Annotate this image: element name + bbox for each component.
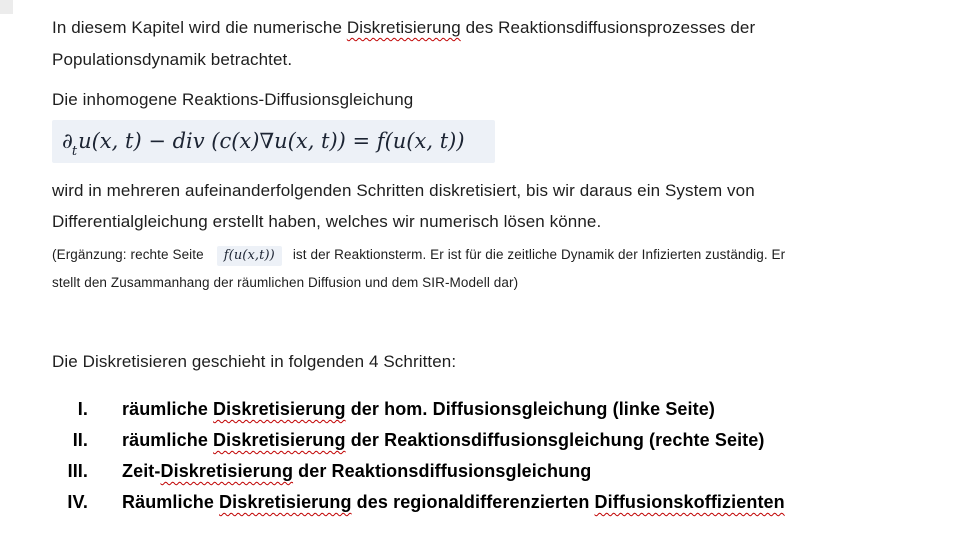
note-line-1: [52, 241, 785, 269]
list-item-numeral: I.: [77, 399, 88, 419]
list-item-text: [122, 394, 715, 425]
equation-body: u(x, t) − div (c(x)∇u(x, t)) = f(u(x, t)): [78, 129, 465, 153]
misspelled-word-diskretisierung: Diskretisierung: [213, 430, 346, 450]
annotation-note: [52, 241, 785, 296]
equation-intro-paragraph: Die inhomogene Reaktions-Diffusionsgleichung: [52, 90, 414, 109]
intro-paragraph: [52, 12, 755, 76]
corner-artifact: [0, 0, 13, 14]
equation-block: [52, 120, 495, 163]
steps-list: [52, 394, 912, 518]
list-item-1: [52, 394, 912, 425]
misspelled-word-diskretisierung: Diskretisierung: [160, 461, 294, 481]
item-text-mid: der hom. Diffusionsgleichung (linke Seite): [345, 399, 715, 419]
note-text-pre: (Ergänzung: rechte Seite: [52, 247, 204, 262]
discretization-line-1: wird in mehreren aufeinanderfolgenden Schritten diskretisiert, bis wir daraus ein System von: [52, 181, 755, 200]
item-text-mid: der Reaktionsdiffusionsgleichung (rechte Seite): [345, 430, 765, 450]
list-item-numeral: II.: [72, 430, 88, 450]
intro-line-1: [52, 12, 755, 44]
item-text-pre: Zeit-: [122, 461, 161, 481]
intro-text-post: des Reaktionsdiffusionsprozesses der: [460, 18, 756, 37]
list-item-numeral: III.: [67, 461, 88, 481]
misspelled-word-diffusionskoffizienten: Diffusionskoffizienten: [594, 492, 785, 512]
inline-reaction-term-formula: f(u(x,t)): [217, 246, 282, 266]
list-item-numeral: IV.: [67, 492, 88, 512]
reaction-diffusion-equation: [52, 120, 495, 163]
misspelled-word-diskretisierung: Diskretisierung: [219, 492, 352, 512]
misspelled-word-diskretisierung: Diskretisierung: [346, 18, 461, 37]
item-text-mid: des regionaldifferenzierten: [351, 492, 595, 512]
discretization-paragraph: [52, 175, 755, 237]
intro-text-pre: In diesem Kapitel wird die numerische: [52, 18, 347, 37]
item-text-pre: räumliche: [122, 430, 214, 450]
note-line-2: stellt den Zusammanhang der räumlichen Diffusion und dem SIR-Modell dar): [52, 275, 519, 290]
steps-heading: Die Diskretisieren geschieht in folgenden 4 Schritten:: [52, 352, 457, 371]
misspelled-word-diskretisierung: Diskretisierung: [213, 399, 346, 419]
list-item-text: [122, 487, 785, 518]
list-item-text: [122, 425, 764, 456]
partial-symbol: ∂: [62, 129, 73, 153]
list-item-4: [52, 487, 912, 518]
item-text-pre: räumliche: [122, 399, 214, 419]
item-text-mid: der Reaktionsdiffusionsgleichung: [293, 461, 592, 481]
item-text-pre: Räumliche: [122, 492, 220, 512]
partial-subscript: t: [71, 144, 78, 160]
list-item-3: [52, 456, 912, 487]
note-text-post: ist der Reaktionsterm. Er ist für die zeitliche Dynamik der Infizierten zuständig. Er: [292, 247, 786, 262]
list-item-2: [52, 425, 912, 456]
list-item-text: [122, 456, 591, 487]
intro-line-2: Populationsdynamik betrachtet.: [52, 50, 293, 69]
discretization-line-2: Differentialgleichung erstellt haben, welches wir numerisch lösen könne.: [52, 212, 602, 231]
